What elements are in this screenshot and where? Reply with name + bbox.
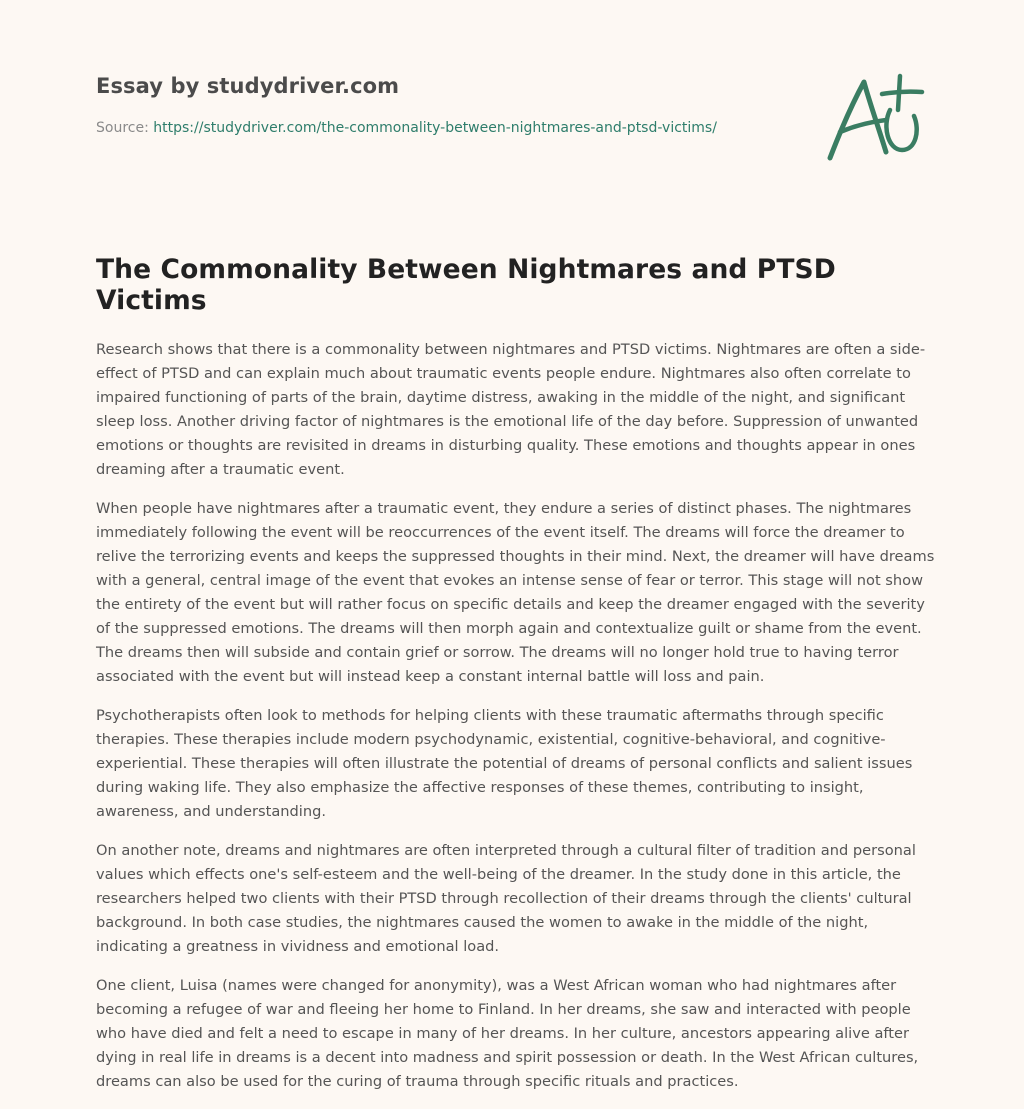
header bbox=[96, 74, 796, 136]
paragraph: On another note, dreams and nightmares are often interpreted through a cultural filter of tradition and personal values which effects one's self-esteem and the well-being of the dreamer. In the study done in this article, the researchers helped two clients with their PTSD through recollection of their dreams through the clients' cultural background. In both case studies, the nightmares caused the women to awake in the middle of the night, indicating a greatness in vividness and emotional load. bbox=[96, 842, 916, 955]
paragraph: Research shows that there is a commonality between nightmares and PTSD victims. Nightmares are often a side-effect of PTSD and can explain much about traumatic events people endure. Nightmares also often correlate to impaired functioning of parts of the brain, daytime distress, awaking in the middle of the night, and significant sleep loss. Another driving factor of nightmares is the emotional life of the day before. Suppression of unwanted emotions or thoughts are revisited in dreams in disturbing quality. These emotions and thoughts appear in ones dreaming after a traumatic event. bbox=[96, 341, 926, 478]
source-line bbox=[96, 120, 796, 136]
source-label: Source: bbox=[96, 120, 154, 136]
paragraph: One client, Luisa (names were changed for anonymity), was a West African woman who had nightmares after becoming a refugee of war and fleeing her home to Finland. In her dreams, she saw and interacted with people who have died and felt a need to escape in many of her dreams. In her culture, ancestors appearing alive after dying in real life in dreams is a decent into madness and spirit possession or death. In the West African cultures, dreams can also be used for the curing of trauma through specific rituals and practices. bbox=[96, 977, 919, 1090]
source-link[interactable]: https://studydriver.com/the-commonality-between-nightmares-and-ptsd-victims/ bbox=[153, 120, 717, 136]
a-plus-logo-icon bbox=[818, 66, 928, 166]
site-title: Essay by studydriver.com bbox=[96, 74, 400, 98]
article-title: The Commonality Between Nightmares and PTSD Victims bbox=[96, 254, 836, 316]
article bbox=[96, 254, 936, 1109]
paragraph: When people have nightmares after a traumatic event, they endure a series of distinct phases. The nightmares immediately following the event will be reoccurrences of the event itself. The dreams will force the dreamer to relive the terrorizing events and keeps the suppressed thoughts in their mind. Next, the dreamer will have dreams with a general, central image of the event that evokes an intense sense of fear or terror. This stage will not show the entirety of the event but will rather focus on specific details and keep the dreamer engaged with the severity of the suppressed emotions. The dreams will then morph again and contextualize guilt or shame from the event. The dreams then will subside and contain grief or sorrow. The dreams will no longer hold true to having terror associated with the event but will instead keep a constant internal battle will loss and pain. bbox=[96, 500, 935, 685]
paragraph: Psychotherapists often look to methods for helping clients with these traumatic aftermaths through specific therapies. These therapies include modern psychodynamic, existential, cognitive-behavioral, and cognitive-experiential. These therapies will often illustrate the potential of dreams of personal conflicts and salient issues during waking life. They also emphasize the affective responses of these themes, contributing to insight, awareness, and understanding. bbox=[96, 707, 913, 820]
